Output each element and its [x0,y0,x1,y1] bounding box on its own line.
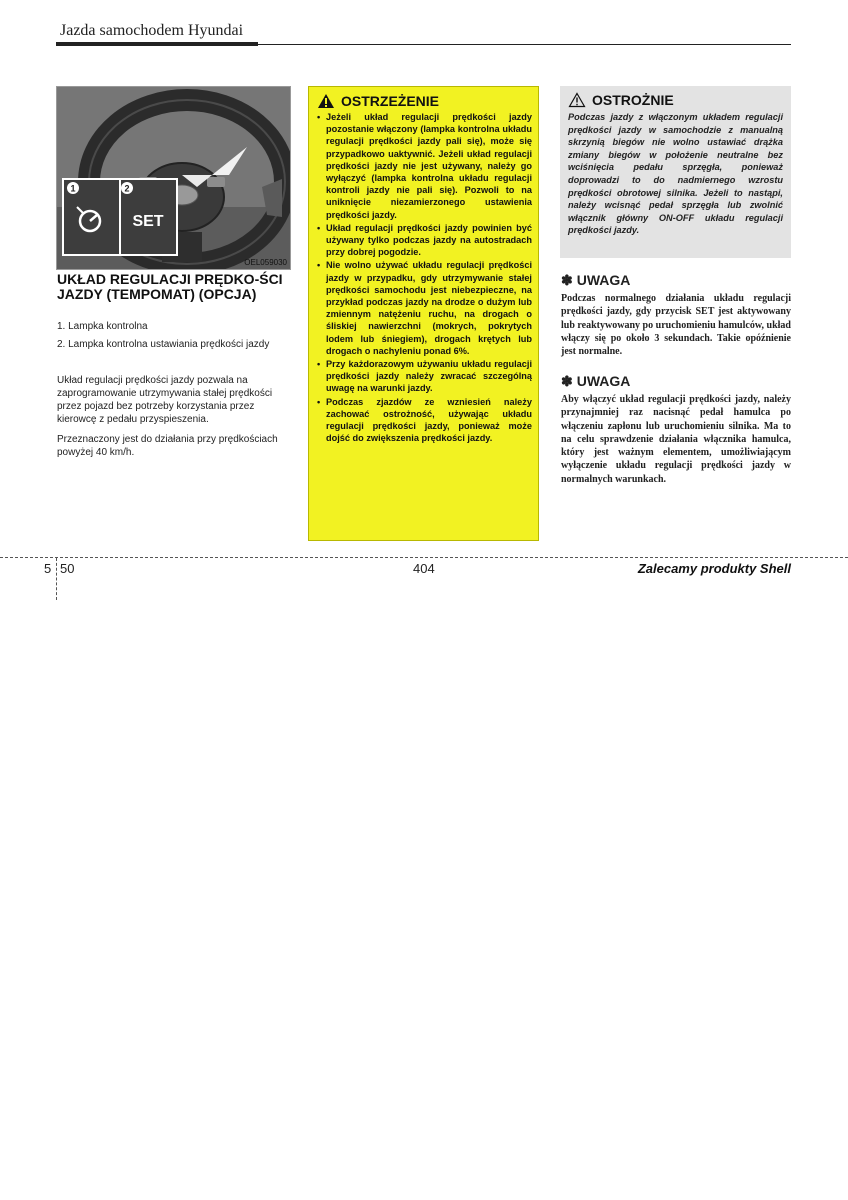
caution-title: OSTROŻNIE [592,92,674,108]
body-paragraph: Układ regulacji prędkości jazdy pozwala na zaprogramowanie utrzymywania stałej prędkości przez pojazd bez potrzeby korzystania przez kierowcę z pedału przyspieszenia. [57,375,273,425]
marker-2: 2 [124,183,130,194]
note-header [561,272,630,289]
steering-wheel-illustration [57,87,290,269]
warning-item: • Podczas zjazdów ze wzniesień należy zachować ostrożność, używając układu regulacji prędkości jazdy, ponieważ może dojść do zwiększenia prędkości jazdy. [317,396,532,445]
warning-item: • Jeżeli układ regulacji prędkości jazdy pozostanie włączony (lampka kontrolna układu regulacji prędkości jazdy pali się), może się przypadkowo uaktywnić. Jeżeli układ regulacji prędkości jazdy nie jest używany, należy go wyłączyć (lampka kontrolna układu regulacji kontroli jazdy nie pali się). Pozwoli to na uniknięcie niezamierzonego ustawienia prędkości jazdy. [317,111,532,221]
footer-dashed-rule [0,557,848,558]
header-rule-thick [56,42,258,46]
legend-item: 1. Lampka kontrolna [57,321,148,332]
warning-item: • Nie wolno używać układu regulacji prędkości jazdy w przypadku, gdy utrzymywanie stałej prędkości samochodu jest niebezpieczne, na przykład podczas jazdy na drodze o dużym lub zmiennym natężeniu ruchu, na drogach o śliskiej nawierzchni (mokrych, pokrytych lodem lub śniegiem), drogach krętych lub drogach o nachyleniu ponad 6%. [317,259,532,357]
footer-dashed-divider [56,558,57,600]
legend-item: 2. Lampka kontrolna ustawiania prędkości jazdy [57,339,270,350]
warning-box [308,86,539,541]
caution-triangle-icon [568,92,586,108]
note-star-icon: ✽ [561,373,573,389]
warning-list [317,111,532,444]
warning-item: • Układ regulacji prędkości jazdy powinien być używany tylko podczas jazdy na autostradach przy dobrej pogodzie. [317,222,532,259]
note-star-icon: ✽ [561,272,573,288]
warning-triangle-icon [317,93,335,109]
body-paragraph: Przeznaczony jest do działania przy prędkościach powyżej 40 km/h. [57,434,278,458]
note-text: Aby włączyć układ regulacji prędkości jazdy, należy przynajmniej raz nacisnąć pedał hamulca po włączeniu zapłonu lub uruchomieniu silnika. Ma to na celu sprawdzenie działania włącznika hamulca, który jest ważnym elementem, umożliwiającym wyłączenie układu regulacji prędkości jazdy w normalnych warunkach. [561,394,791,485]
caution-box [560,86,791,258]
footer-chapter-number: 5 [44,561,52,576]
steering-wheel-figure [56,86,291,270]
note-header [561,373,630,390]
footer-center-number: 404 [413,561,435,576]
caution-text: Podczas jazdy z włączonym układem regulacji prędkości jazdy w samochodzie z manualną skrzynią biegów nie wolno ustawiać drążka zmiany biegów w położenie neutralne bez wciśnięcia pedału sprzęgła, ponieważ doprowadzi to do nadmiernego wzrostu prędkości obrotowej silnika. Jeżeli to nastąpi, należy wcisnąć pedał sprzęgła lub zwolnić włącznik główny ON-OFF układu regulacji prędkości jazdy. [568,112,783,236]
section-title: UKŁAD REGULACJI PRĘDKO-ŚCI JAZDY (TEMPOMAT) (OPCJA) [57,271,283,302]
note-text: Podczas normalnego działania układu regulacji prędkości jazdy, gdy przycisk SET jest aktywowany lub reaktywowany po uruchomieniu hamulców, układ włączy się po około 3 sekundach. Takie opóźnienie jest normalne. [561,293,791,358]
note-title: UWAGA [576,373,631,389]
set-indicator-label: SET [132,213,164,230]
header-rule-thin [258,44,791,45]
footer-page-number: 50 [60,561,75,576]
caution-header [568,92,783,108]
figure-code: OEL059030 [244,258,287,267]
warning-title: OSTRZEŻENIE [341,93,440,109]
note-title: UWAGA [576,272,631,288]
marker-1: 1 [70,183,76,194]
footer-tagline: Zalecamy produkty Shell [637,561,791,576]
page-header-title: Jazda samochodem Hyundai [60,22,244,39]
warning-item: • Przy każdorazowym używaniu układu regulacji prędkości jazdy należy zwracać szczególną uwagę na warunki jazdy. [317,358,532,395]
warning-header [317,93,532,109]
